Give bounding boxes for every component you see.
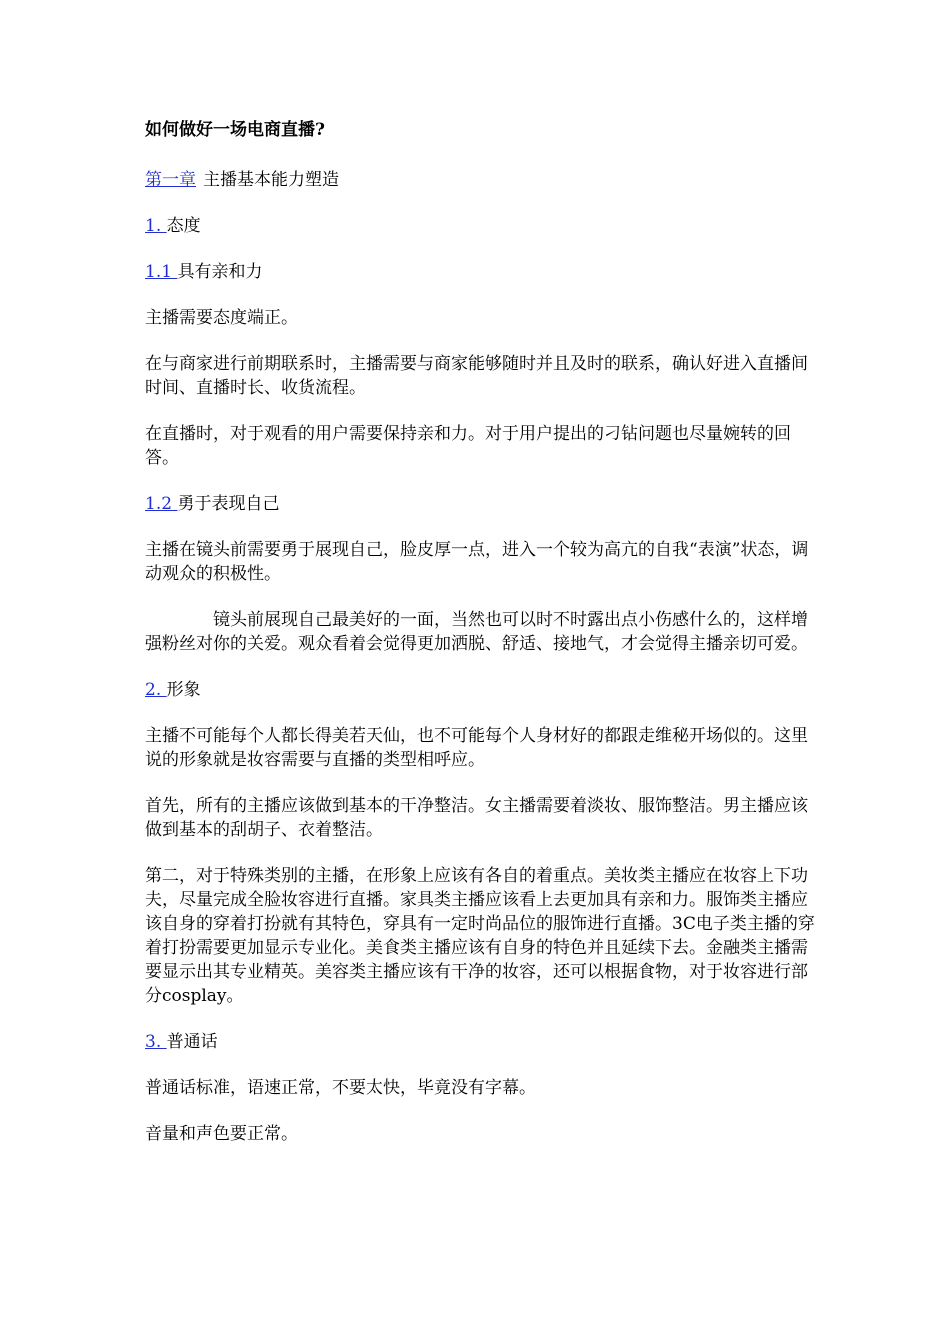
chapter-title: 主播基本能力塑造 [203, 170, 339, 190]
subsection-heading-1-2 [145, 492, 817, 516]
paragraph: 普通话标准，语速正常，不要太快，毕竟没有字幕。 [145, 1078, 536, 1098]
subsection-link-1-1[interactable]: 1.1 [145, 262, 178, 282]
paragraph: 首先，所有的主播应该做到基本的干净整洁。女主播需要着淡妆、服饰整洁。男主播应该做到基本的刮胡子、衣着整洁。 [145, 796, 808, 840]
section-title-3: 普通话 [166, 1032, 218, 1052]
chapter-heading [145, 168, 817, 192]
section-link-3[interactable]: 3. [145, 1032, 167, 1052]
section-title-1: 态度 [166, 216, 201, 236]
subsection-heading-1-1 [145, 260, 817, 284]
subsection-title-1-1: 具有亲和力 [177, 262, 263, 282]
paragraph: 镜头前展现自己最美好的一面，当然也可以时不时露出点小伤感什么的，这样增强粉丝对你的关爱。观众看着会觉得更加洒脱、舒适、接地气，才会觉得主播亲切可爱。 [145, 610, 808, 654]
paragraph: 主播在镜头前需要勇于展现自己，脸皮厚一点，进入一个较为高亢的自我“表演”状态，调动观众的积极性。 [145, 540, 809, 584]
section-link-1[interactable]: 1. [145, 216, 167, 236]
page-title: 如何做好一场电商直播? [145, 120, 325, 140]
section-heading-1 [145, 214, 817, 238]
section-title-2: 形象 [166, 680, 201, 700]
paragraph: 在直播时，对于观看的用户需要保持亲和力。对于用户提出的刁钻问题也尽量婉转的回答。 [145, 424, 791, 468]
paragraph: 在与商家进行前期联系时，主播需要与商家能够随时并且及时的联系，确认好进入直播间时间、直播时长、收货流程。 [145, 354, 808, 398]
paragraph: 主播不可能每个人都长得美若天仙，也不可能每个人身材好的都跟走维秘开场似的。这里说的形象就是妆容需要与直播的类型相呼应。 [145, 726, 808, 770]
paragraph: 第二，对于特殊类别的主播，在形象上应该有各自的着重点。美妆类主播应在妆容上下功夫，尽量完成全脸妆容进行直播。家具类主播应该看上去更加具有亲和力。服饰类主播应该自身的穿着打扮就有其特色，穿具有一定时尚品位的服饰进行直播。3C电子类主播的穿着打扮需要更加显示专业化。美食类主播应该有自身的特色并且延续下去。金融类主播需要显示出其专业精英。美容类主播应该有干净的妆容，还可以根据食物，对于妆容进行部分cosplay。 [145, 866, 815, 1006]
subsection-link-1-2[interactable]: 1.2 [145, 494, 178, 514]
chapter-link[interactable]: 第一章 [145, 170, 196, 190]
document-page [145, 118, 817, 1168]
section-heading-2 [145, 678, 817, 702]
paragraph: 主播需要态度端正。 [145, 308, 298, 328]
subsection-title-1-2: 勇于表现自己 [177, 494, 280, 514]
section-heading-3 [145, 1030, 817, 1054]
paragraph: 音量和声色要正常。 [145, 1124, 298, 1144]
section-link-2[interactable]: 2. [145, 680, 167, 700]
